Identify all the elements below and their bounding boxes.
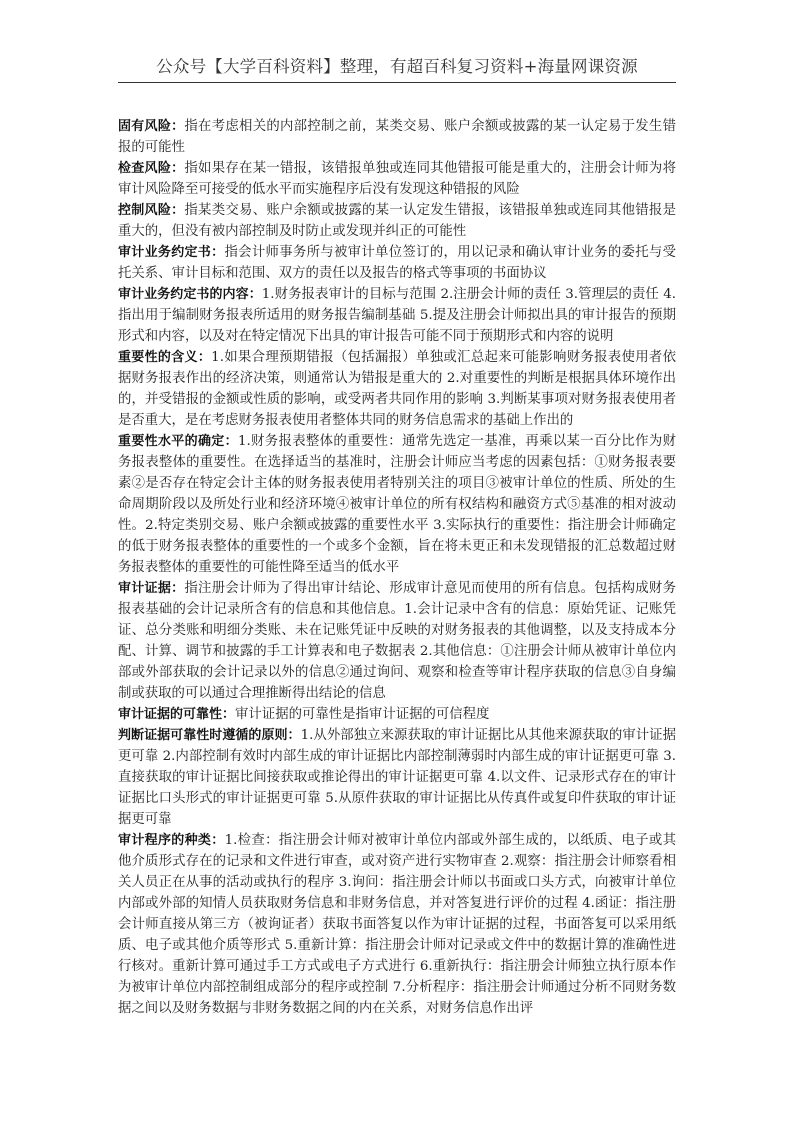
- paragraph-audit-procedure-types: [118, 830, 676, 1019]
- paragraph-audit-evidence: [118, 578, 676, 704]
- term-separator: ：: [197, 350, 212, 365]
- term-separator: ：: [171, 581, 185, 596]
- paragraph-engagement-letter-content: [118, 284, 676, 347]
- term-separator: ：: [224, 434, 238, 449]
- paragraph-materiality-meaning: [118, 347, 676, 431]
- term-separator: ：: [287, 728, 301, 743]
- paragraph-text: 1.从外部独立来源获取的审计证据比从其他来源获取的审计证据更可靠 2.内部控制有效时内部生成的审计证据比内部控制薄弱时内部生成的审计证据更可靠 3.直接获取的审计证据比间接获取或推论得出的审计证据更可靠 4.以文件、记录形式存在的审计证据比口头形式的审计证据更可靠 5.从原件获取的审计证据比从传真件或复印件获取的审计证据更可靠: [118, 728, 676, 827]
- term-label: 控制风险: [118, 203, 172, 218]
- paragraph-text: 指会计师事务所与被审计单位签订的，用以记录和确认审计业务的委托与受托关系、审计目标和范围、双方的责任以及报告的格式等事项的书面协议: [118, 245, 676, 281]
- term-separator: ：: [211, 833, 225, 848]
- term-separator: ：: [171, 161, 185, 176]
- term-separator: ：: [222, 707, 236, 722]
- paragraph-reliability-principles: [118, 725, 676, 830]
- paragraph-evidence-reliability: [118, 704, 676, 725]
- paragraph-text: 1.如果合理预期错报（包括漏报）单独或汇总起来可能影响财务报表使用者依据财务报表作出的经济决策，则通常认为错报是重大的 2.对重要性的判断是根据具体环境作出的，并受错报的金额或性质的影响，或受两者共同作用的影响 3.判断某事项对财务报表使用者是否重大，是在考虑财务报表使用者整体共同的财务信息需求的基础上作出的: [118, 350, 676, 428]
- term-label: 审计业务约定书的内容: [118, 287, 249, 302]
- term-label: 固有风险: [118, 119, 172, 134]
- term-label: 检查风险: [118, 161, 172, 176]
- paragraph-text: 审计证据的可靠性是指审计证据的可信程度: [235, 707, 490, 722]
- term-label: 判断证据可靠性时遵循的原则: [118, 728, 288, 743]
- paragraph-materiality-level: [118, 431, 676, 578]
- term-label: 审计业务约定书: [118, 245, 212, 260]
- paragraph-engagement-letter: [118, 242, 676, 284]
- term-label: 重要性的含义: [118, 350, 198, 365]
- term-separator: ：: [211, 245, 225, 260]
- paragraph-text: 1.财务报表整体的重要性：通常先选定一基准，再乘以某一百分比作为财务报表整体的重要性。在选择适当的基准时，注册会计师应当考虑的因素包括：①财务报表要素②是否存在特定会计主体的财务报表使用者特别关注的项目③被审计单位的性质、所处的生命周期阶段以及所处行业和经济环境④被审计单位的所有权结构和融资方式⑤基准的相对波动性。2.特定类别交易、账户余额或披露的重要性水平 3.实际执行的重要性：指注册会计师确定的低于财务报表整体的重要性的一个或多个金额，旨在将未更正和未发现错报的汇总数超过财务报表整体的重要性的可能性降至适当的低水平: [118, 434, 676, 575]
- term-separator: ：: [248, 287, 262, 302]
- paragraph-text: 1.财务报表审计的目标与范围 2.注册会计师的责任 3.管理层的责任 4.指出用于编制财务报表所适用的财务报告编制基础 5.提及注册会计师拟出具的审计报告的预期形式和内容，以及对在特定情况下出具的审计报告可能不同于预期形式和内容的说明: [118, 287, 676, 344]
- page-header: 公众号【大学百科资料】整理，有超百科复习资料+海量网课资源: [156, 57, 638, 76]
- paragraph-text: 指如果存在某一错报，该错报单独或连同其他错报可能是重大的，注册会计师为将审计风险降至可接受的低水平而实施程序后没有发现这种错报的风险: [118, 161, 676, 197]
- paragraph-text: 指某类交易、账户余额或披露的某一认定发生错报，该错报单独或连同其他错报是重大的，但没有被内部控制及时防止或发现并纠正的可能性: [118, 203, 676, 239]
- term-label: 审计证据的可靠性: [118, 707, 223, 722]
- paragraph-text: 1.检查：指注册会计师对被审计单位内部或外部生成的，以纸质、电子或其他介质形式存在的记录和文件进行审查，或对资产进行实物审查 2.观察：指注册会计师察看相关人员正在从事的活动或执行的程序 3.询问：指注册会计师以书面或口头方式，向被审计单位内部或外部的知情人员获取财务信息和非财务信息，并对答复进行评价的过程 4.函证：指注册会计师直接从第三方（被询证者）获取书面答复以作为审计证据的过程，书面答复可以采用纸质、电子或其他介质等形式 5.重新计算：指注册会计师对记录或文件中的数据计算的准确性进行核对。重新计算可通过手工方式或电子方式进行 6.重新执行：指注册会计师独立执行原本作为被审计单位内部控制组成部分的程序或控制 7.分析程序：指注册会计师通过分析不同财务数据之间以及财务数据与非财务数据之间的内在关系，对财务信息作出评: [118, 833, 676, 1016]
- header-divider: [118, 82, 676, 83]
- term-separator: ：: [171, 203, 185, 218]
- term-separator: ：: [171, 119, 185, 134]
- term-label: 审计证据: [118, 581, 172, 596]
- paragraph-detection-risk: [118, 158, 676, 200]
- term-label: 重要性水平的确定: [118, 434, 225, 449]
- paragraph-control-risk: [118, 200, 676, 242]
- paragraph-text: 指在考虑相关的内部控制之前，某类交易、账户余额或披露的某一认定易于发生错报的可能性: [118, 119, 676, 155]
- document-body: [118, 116, 676, 1019]
- paragraph-inherent-risk: [118, 116, 676, 158]
- term-label: 审计程序的种类: [118, 833, 212, 848]
- paragraph-text: 指注册会计师为了得出审计结论、形成审计意见而使用的所有信息。包括构成财务报表基础的会计记录所含有的信息和其他信息。1.会计记录中含有的信息：原始凭证、记账凭证、总分类账和明细分类账、未在记账凭证中反映的对财务报表的其他调整，以及支持成本分配、计算、调节和披露的手工计算表和电子数据表 2.其他信息：①注册会计师从被审计单位内部或外部获取的会计记录以外的信息②通过询问、观察和检查等审计程序获取的信息③自身编制或获取的可以通过合理推断得出结论的信息: [118, 581, 676, 701]
